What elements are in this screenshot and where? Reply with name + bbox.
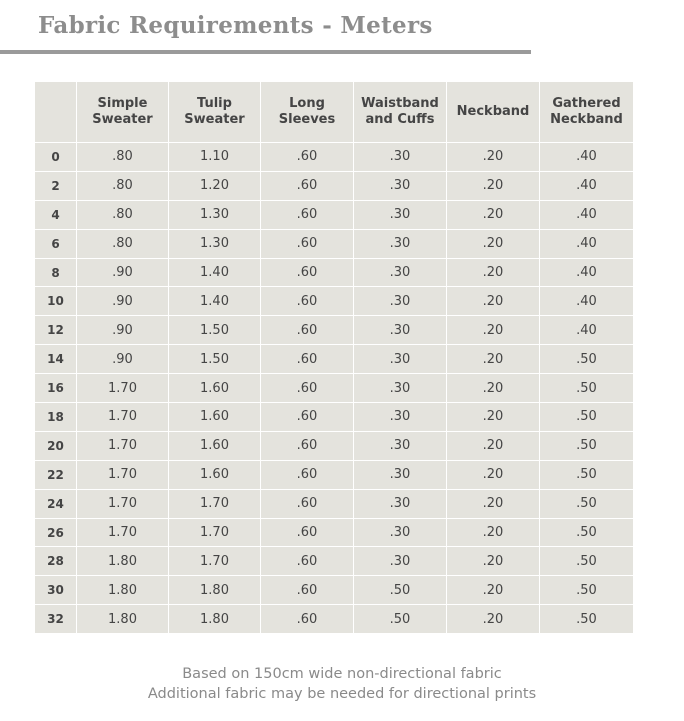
value-cell: .20 xyxy=(447,460,540,489)
size-cell: 14 xyxy=(35,345,77,374)
value-cell: 1.40 xyxy=(169,258,261,287)
value-cell: 1.60 xyxy=(169,374,261,403)
table-row xyxy=(35,258,634,287)
value-cell: .30 xyxy=(354,547,447,576)
value-cell: .50 xyxy=(540,431,634,460)
table-body xyxy=(35,143,634,634)
value-cell: .50 xyxy=(354,605,447,634)
table-row xyxy=(35,547,634,576)
value-cell: .60 xyxy=(261,143,354,172)
value-cell: .60 xyxy=(261,374,354,403)
header-size xyxy=(35,82,77,143)
value-cell: .50 xyxy=(540,576,634,605)
value-cell: .90 xyxy=(77,258,169,287)
value-cell: .20 xyxy=(447,489,540,518)
value-cell: .40 xyxy=(540,229,634,258)
value-cell: 1.40 xyxy=(169,287,261,316)
value-cell: .80 xyxy=(77,200,169,229)
value-cell: .30 xyxy=(354,489,447,518)
fabric-requirements-table xyxy=(34,81,634,634)
table-row xyxy=(35,605,634,634)
header-neckband: Neckband xyxy=(447,82,540,143)
value-cell: .30 xyxy=(354,171,447,200)
value-cell: .30 xyxy=(354,143,447,172)
value-cell: 1.60 xyxy=(169,403,261,432)
value-cell: .80 xyxy=(77,143,169,172)
value-cell: .50 xyxy=(540,489,634,518)
value-cell: .80 xyxy=(77,171,169,200)
value-cell: .20 xyxy=(447,287,540,316)
value-cell: .40 xyxy=(540,200,634,229)
value-cell: .30 xyxy=(354,345,447,374)
value-cell: 1.30 xyxy=(169,200,261,229)
value-cell: 1.80 xyxy=(77,576,169,605)
table-row xyxy=(35,518,634,547)
table-row xyxy=(35,143,634,172)
value-cell: 1.80 xyxy=(77,547,169,576)
value-cell: .90 xyxy=(77,345,169,374)
title-underline xyxy=(0,50,531,54)
value-cell: .20 xyxy=(447,200,540,229)
table-row xyxy=(35,316,634,345)
value-cell: .30 xyxy=(354,229,447,258)
size-cell: 12 xyxy=(35,316,77,345)
size-cell: 16 xyxy=(35,374,77,403)
value-cell: 1.30 xyxy=(169,229,261,258)
header-simple-sweater: Simple Sweater xyxy=(77,82,169,143)
value-cell: .20 xyxy=(447,171,540,200)
value-cell: 1.70 xyxy=(169,489,261,518)
value-cell: .50 xyxy=(540,605,634,634)
value-cell: 1.50 xyxy=(169,316,261,345)
value-cell: .30 xyxy=(354,316,447,345)
value-cell: .20 xyxy=(447,518,540,547)
footnote-fabric-width: Based on 150cm wide non-directional fabric xyxy=(182,666,502,682)
value-cell: .30 xyxy=(354,431,447,460)
value-cell: .60 xyxy=(261,547,354,576)
value-cell: 1.80 xyxy=(169,576,261,605)
value-cell: 1.70 xyxy=(77,431,169,460)
value-cell: .60 xyxy=(261,489,354,518)
value-cell: 1.50 xyxy=(169,345,261,374)
value-cell: 1.70 xyxy=(77,489,169,518)
value-cell: 1.80 xyxy=(169,605,261,634)
value-cell: .40 xyxy=(540,143,634,172)
value-cell: .30 xyxy=(354,403,447,432)
value-cell: .30 xyxy=(354,518,447,547)
value-cell: .60 xyxy=(261,460,354,489)
value-cell: .20 xyxy=(447,345,540,374)
value-cell: 1.70 xyxy=(169,547,261,576)
value-cell: 1.70 xyxy=(77,460,169,489)
value-cell: .90 xyxy=(77,316,169,345)
size-cell: 22 xyxy=(35,460,77,489)
header-tulip-sweater: Tulip Sweater xyxy=(169,82,261,143)
value-cell: .60 xyxy=(261,345,354,374)
value-cell: .50 xyxy=(354,576,447,605)
value-cell: .50 xyxy=(540,345,634,374)
value-cell: .60 xyxy=(261,200,354,229)
value-cell: .20 xyxy=(447,403,540,432)
size-cell: 2 xyxy=(35,171,77,200)
size-cell: 8 xyxy=(35,258,77,287)
value-cell: 1.70 xyxy=(169,518,261,547)
value-cell: .40 xyxy=(540,316,634,345)
table-row xyxy=(35,287,634,316)
value-cell: .60 xyxy=(261,576,354,605)
size-cell: 32 xyxy=(35,605,77,634)
value-cell: 1.70 xyxy=(77,518,169,547)
value-cell: .20 xyxy=(447,143,540,172)
value-cell: 1.20 xyxy=(169,171,261,200)
value-cell: .80 xyxy=(77,229,169,258)
table-header xyxy=(35,82,634,143)
header-waistband-and-cuffs: Waistband and Cuffs xyxy=(354,82,447,143)
value-cell: .60 xyxy=(261,431,354,460)
value-cell: .50 xyxy=(540,403,634,432)
value-cell: .60 xyxy=(261,403,354,432)
value-cell: .50 xyxy=(540,374,634,403)
value-cell: .30 xyxy=(354,200,447,229)
size-cell: 6 xyxy=(35,229,77,258)
value-cell: 1.70 xyxy=(77,374,169,403)
size-cell: 18 xyxy=(35,403,77,432)
value-cell: .60 xyxy=(261,316,354,345)
value-cell: .20 xyxy=(447,605,540,634)
value-cell: .60 xyxy=(261,605,354,634)
value-cell: .60 xyxy=(261,518,354,547)
size-cell: 26 xyxy=(35,518,77,547)
table-row xyxy=(35,576,634,605)
value-cell: .20 xyxy=(447,576,540,605)
value-cell: .30 xyxy=(354,460,447,489)
table-row xyxy=(35,200,634,229)
value-cell: .20 xyxy=(447,316,540,345)
value-cell: .20 xyxy=(447,547,540,576)
value-cell: .30 xyxy=(354,258,447,287)
value-cell: .30 xyxy=(354,374,447,403)
value-cell: 1.70 xyxy=(77,403,169,432)
value-cell: .30 xyxy=(354,287,447,316)
header-gathered-neckband: Gathered Neckband xyxy=(540,82,634,143)
value-cell: .20 xyxy=(447,374,540,403)
size-cell: 30 xyxy=(35,576,77,605)
table-row xyxy=(35,345,634,374)
value-cell: .50 xyxy=(540,518,634,547)
header-row xyxy=(35,82,634,143)
value-cell: .60 xyxy=(261,171,354,200)
page-title: Fabric Requirements - Meters xyxy=(38,12,433,39)
value-cell: 1.80 xyxy=(77,605,169,634)
value-cell: .40 xyxy=(540,258,634,287)
table-row xyxy=(35,374,634,403)
footnote-directional-prints: Additional fabric may be needed for directional prints xyxy=(147,686,537,702)
size-cell: 28 xyxy=(35,547,77,576)
table-row xyxy=(35,229,634,258)
value-cell: .40 xyxy=(540,171,634,200)
header-long-sleeves: Long Sleeves xyxy=(261,82,354,143)
table-row xyxy=(35,403,634,432)
table-row xyxy=(35,489,634,518)
size-cell: 4 xyxy=(35,200,77,229)
value-cell: .40 xyxy=(540,287,634,316)
value-cell: .20 xyxy=(447,258,540,287)
value-cell: .50 xyxy=(540,460,634,489)
value-cell: 1.10 xyxy=(169,143,261,172)
table-row xyxy=(35,171,634,200)
size-cell: 10 xyxy=(35,287,77,316)
size-cell: 24 xyxy=(35,489,77,518)
value-cell: .60 xyxy=(261,229,354,258)
value-cell: .60 xyxy=(261,287,354,316)
size-cell: 0 xyxy=(35,143,77,172)
value-cell: .50 xyxy=(540,547,634,576)
value-cell: 1.60 xyxy=(169,460,261,489)
value-cell: .90 xyxy=(77,287,169,316)
value-cell: 1.60 xyxy=(169,431,261,460)
value-cell: .20 xyxy=(447,229,540,258)
table-row xyxy=(35,431,634,460)
size-cell: 20 xyxy=(35,431,77,460)
table-row xyxy=(35,460,634,489)
value-cell: .20 xyxy=(447,431,540,460)
value-cell: .60 xyxy=(261,258,354,287)
